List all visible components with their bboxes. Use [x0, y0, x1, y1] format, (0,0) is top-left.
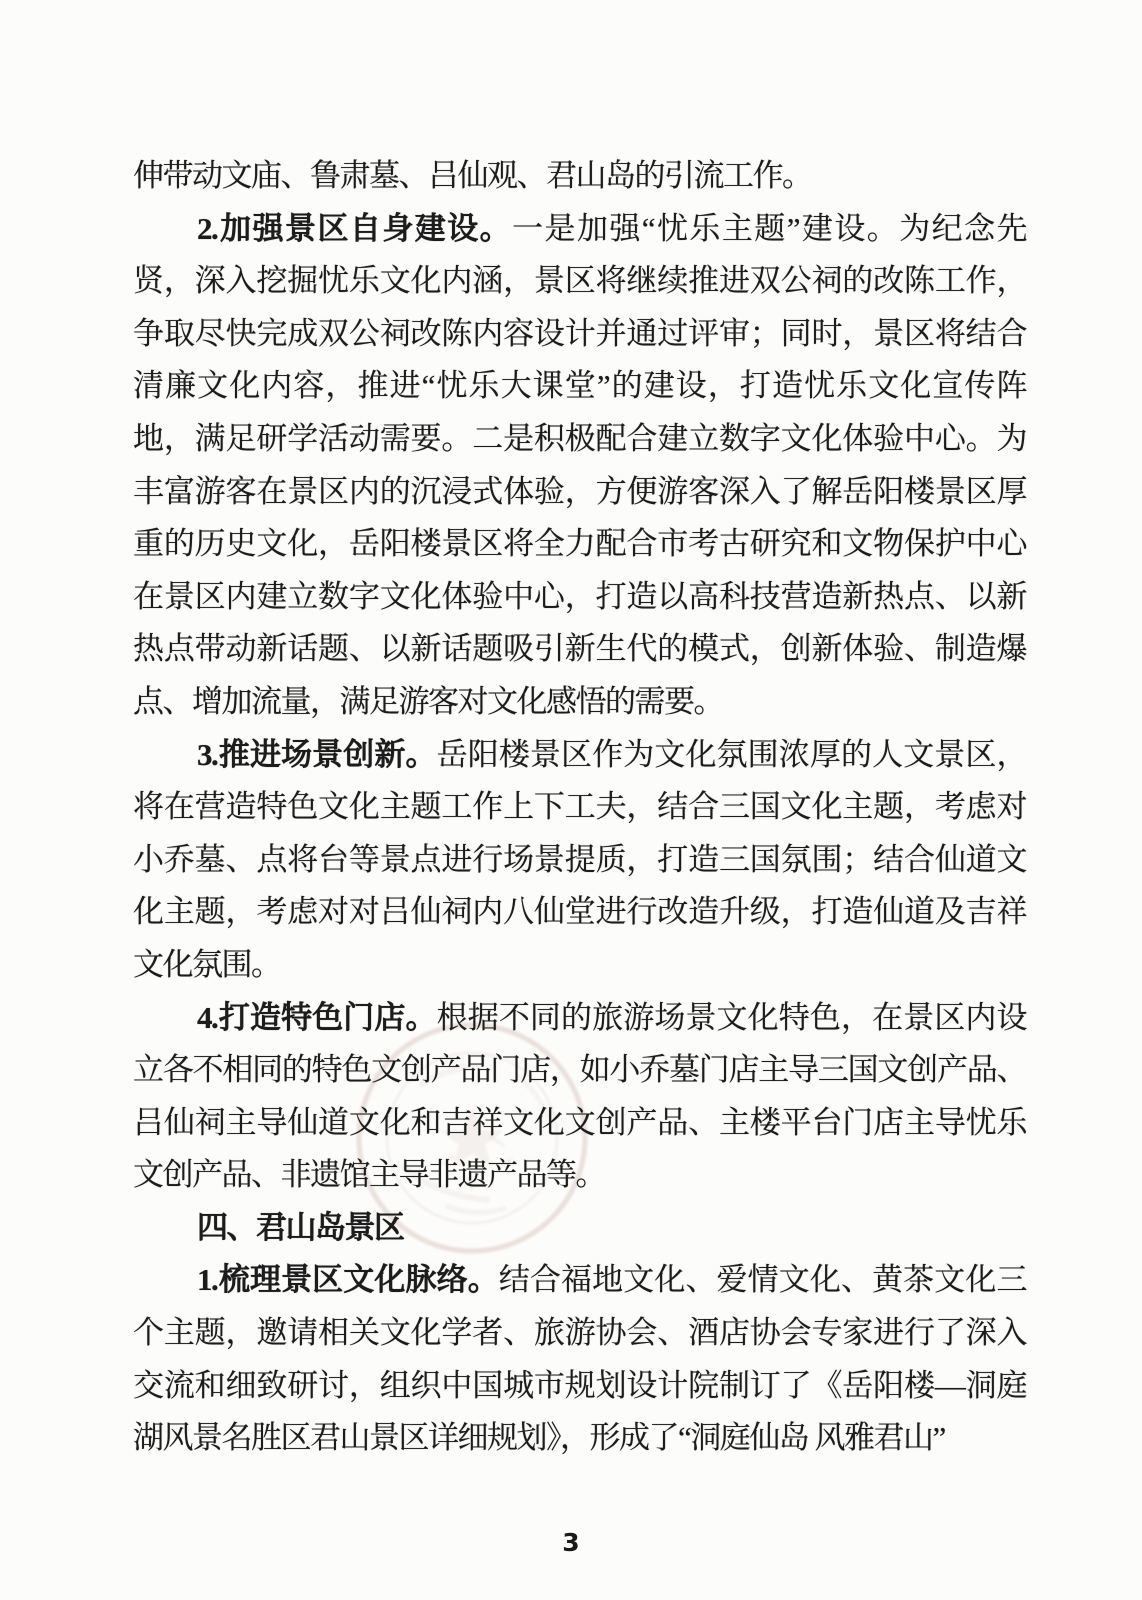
text-line	[133, 1044, 1026, 1097]
body-text: 点、增加流量，满足游客对文化感悟的需要。	[133, 683, 723, 719]
text-line	[133, 571, 1026, 624]
text-line	[133, 1307, 1026, 1360]
text-line	[133, 623, 1026, 676]
text-line	[133, 729, 1026, 782]
heading-text: 3.推进场景创新。	[197, 736, 437, 772]
text-line	[133, 1097, 1026, 1150]
body-text: 化主题，考虑对对吕仙祠内八仙堂进行改造升级，打造仙道及吉祥	[133, 894, 1026, 930]
text-line	[133, 413, 1026, 466]
text-line	[133, 1254, 1026, 1307]
text-line	[133, 1412, 1026, 1465]
text-line	[133, 676, 1026, 729]
body-text: 贤，深入挖掘忧乐文化内涵，景区将继续推进双公祠的改陈工作，	[133, 263, 1026, 299]
body-text: 湖风景名胜区君山景区详细规划》，形成了“洞庭仙岛 风雅君山”	[133, 1420, 945, 1456]
body-text: 争取尽快完成双公祠改陈内容设计并通过评审；同时，景区将结合	[133, 315, 1026, 351]
body-text: 重的历史文化，岳阳楼景区将全力配合市考古研究和文物保护中心	[133, 526, 1026, 562]
section-heading	[133, 1202, 1026, 1255]
text-line	[133, 150, 1026, 203]
text-line	[133, 466, 1026, 519]
text-line	[133, 360, 1026, 413]
body-text: 丰富游客在景区内的沉浸式体验，方便游客深入了解岳阳楼景区厚	[133, 473, 1026, 509]
document-body	[133, 150, 1026, 1465]
text-line	[133, 1360, 1026, 1413]
text-line	[133, 992, 1026, 1045]
body-text: 结合福地文化、爱情文化、黄茶文化三	[498, 1262, 1027, 1298]
text-line	[133, 203, 1026, 256]
heading-text: 4.打造特色门店。	[197, 999, 437, 1035]
body-text: 根据不同的旅游场景文化特色，在景区内设	[436, 999, 1027, 1035]
body-text: 岳阳楼景区作为文化氛围浓厚的人文景区，	[436, 736, 1027, 772]
page-number: 3	[562, 1528, 580, 1557]
body-text: 文化氛围。	[133, 946, 281, 982]
text-line	[133, 255, 1026, 308]
body-text: 小乔墓、点将台等景点进行场景提质，打造三国氛围；结合仙道文	[133, 841, 1026, 877]
body-text: 交流和细致研讨，组织中国城市规划设计院制订了《岳阳楼—洞庭	[133, 1367, 1026, 1403]
text-line	[133, 308, 1026, 361]
text-line	[133, 1149, 1026, 1202]
heading-text: 2.加强景区自身建设。	[197, 210, 513, 246]
body-text: 个主题，邀请相关文化学者、旅游协会、酒店协会专家进行了深入	[133, 1315, 1026, 1351]
body-text: 立各不相同的特色文创产品门店，如小乔墓门店主导三国文创产品、	[133, 1052, 1026, 1088]
body-text: 吕仙祠主导仙道文化和吉祥文化文创产品、主楼平台门店主导忧乐	[133, 1104, 1026, 1140]
heading-text: 1.梳理景区文化脉络。	[197, 1262, 499, 1298]
heading-text: 四、君山岛景区	[197, 1209, 404, 1245]
text-line	[133, 939, 1026, 992]
body-text: 热点带动新话题、以新话题吸引新生代的模式，创新体验、制造爆	[133, 631, 1026, 667]
body-text: 文创产品、非遗馆主导非遗产品等。	[133, 1157, 605, 1193]
body-text: 清廉文化内容，推进“忧乐大课堂”的建设，打造忧乐文化宣传阵	[133, 368, 1026, 404]
text-line	[133, 781, 1026, 834]
body-text: 一是加强“忧乐主题”建设。为纪念先	[512, 210, 1026, 246]
body-text: 将在营造特色文化主题工作上下工夫，结合三国文化主题，考虑对	[133, 789, 1026, 825]
body-text: 伸带动文庙、鲁肃墓、吕仙观、君山岛的引流工作。	[133, 158, 812, 193]
text-line	[133, 886, 1026, 939]
body-text: 地，满足研学活动需要。二是积极配合建立数字文化体验中心。为	[133, 420, 1026, 456]
text-line	[133, 518, 1026, 571]
text-line	[133, 834, 1026, 887]
body-text: 在景区内建立数字文化体验中心，打造以高科技营造新热点、以新	[133, 578, 1026, 614]
